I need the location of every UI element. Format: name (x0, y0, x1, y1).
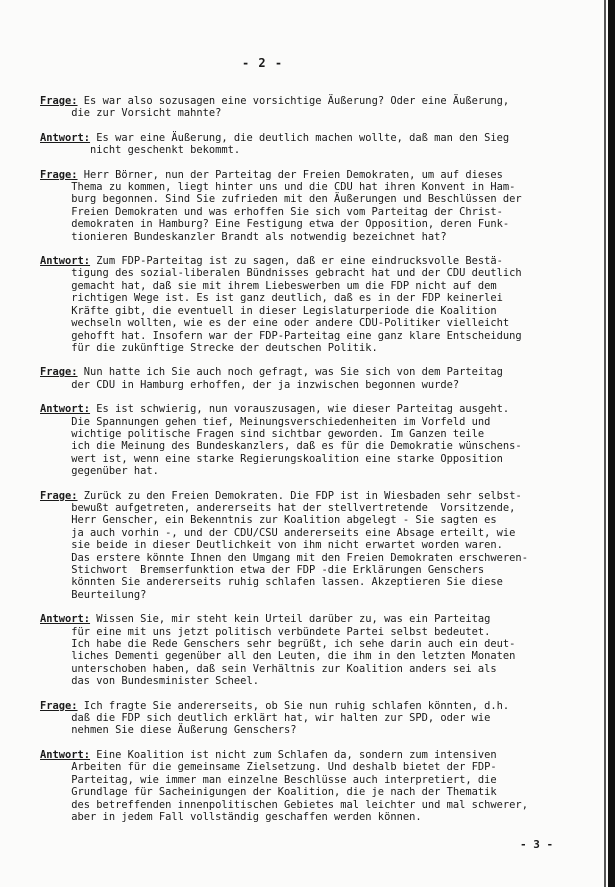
text-line: daß die FDP sich deutlich erklärt hat, wir halten zur SPD, oder wie (40, 712, 491, 725)
text-line: könnten Sie andererseits ruhig schlafen lassen. Akzeptieren Sie diese (40, 576, 503, 589)
text-line: gehofft hat. Insofern war der FDP-Parteitag eine ganz klare Entscheidung (40, 329, 522, 342)
text-line: ja auch vorhin -, und der CDU/CSU andererseits eine Absage erteilt, wie (40, 526, 516, 539)
text-line: gegenüber hat. (40, 465, 159, 478)
text-line: wichtige politische Fragen sind sichtbar geworden. Im Ganzen teile (40, 427, 485, 440)
text-line: Zum FDP-Parteitag ist zu sagen, daß er eine eindrucksvolle Bestä- (90, 255, 503, 268)
text-line: Arbeiten für die gemeinsame Zielsetzung. Und deshalb bietet der FDP- (40, 761, 497, 774)
text-line: Ich fragte Sie andererseits, ob Sie nun ruhig schlafen könnten, d.h. (77, 699, 510, 712)
text-line: Zurück zu den Freien Demokraten. Die FDP ist in Wiesbaden sehr selbst- (77, 489, 522, 502)
speaker-label: Frage: (40, 168, 78, 181)
speaker-label: Antwort: (40, 748, 91, 761)
text-line: aber in jedem Fall vollständig geschaffen werden können. (40, 810, 422, 823)
question-block (40, 95, 588, 120)
text-line: Beurteilung? (40, 588, 147, 601)
question-block (40, 700, 588, 737)
speaker-label: Frage: (40, 366, 78, 379)
interview-transcript (40, 95, 588, 835)
text-line: für die zukünftige Strecke der deutschen Politik. (40, 341, 378, 354)
speaker-label: Antwort: (40, 613, 91, 626)
text-line: unterschoben haben, daß sein Verhältnis zur Koalition anders sei als (40, 662, 497, 675)
text-line: sie beide in dieser Deutlichkeit von ihm nicht erwartet worden waren. (40, 539, 503, 552)
text-line: für eine mit uns jetzt politisch verbündete Partei selbst bedeutet. (40, 625, 491, 638)
next-page-number: - 3 - (520, 838, 554, 851)
speaker-label: Frage: (40, 699, 78, 712)
text-line: Herr Börner, nun der Parteitag der Freien Demokraten, um auf dieses (77, 168, 503, 181)
text-line: bewußt aufgetreten, andererseits hat der stellvertretende Vorsitzende, (40, 501, 516, 514)
answer-block (40, 132, 588, 157)
text-line: gemacht hat, daß sie mit ihrem Liebeswerben um die FDP nicht auf dem (40, 279, 497, 292)
text-line: liches Dementi gegenüber all den Leuten, die ihm in den letzten Monaten (40, 650, 516, 663)
page-number: - 2 - (241, 56, 284, 70)
text-line: Eine Koalition ist nicht zum Schlafen da, sondern zum intensiven (90, 748, 497, 761)
text-line: wert ist, wenn eine starke Regierungskoalition eine starke Opposition (40, 452, 503, 465)
text-line: Das erstere könnte Ihnen den Umgang mit den Freien Demokraten erschweren- (40, 551, 528, 564)
text-line: Herr Genscher, ein Bekenntnis zur Koalition abgelegt - Sie sagten es (40, 514, 497, 527)
scan-edge-line (604, 0, 606, 887)
text-line: Es ist schwierig, nun vorauszusagen, wie dieser Parteitag ausgeht. (90, 403, 510, 416)
text-line: Thema zu kommen, liegt hinter uns und die CDU hat ihren Konvent in Ham- (40, 181, 516, 194)
answer-block (40, 403, 588, 477)
text-line: Freien Demokraten und was erhoffen Sie sich vom Parteitag der Christ- (40, 205, 503, 218)
speaker-label: Antwort: (40, 131, 91, 144)
text-line: Stichwort Bremserfunktion etwa der FDP -die Erklärungen Genschers (40, 564, 485, 576)
text-line: Parteitag, wie immer man einzelne Beschlüsse auch interpretiert, die (40, 773, 497, 786)
speaker-label: Antwort: (40, 255, 91, 268)
text-line: demokraten in Hamburg? Eine Festigung etwa der Opposition, deren Funk- (40, 218, 510, 231)
text-line: das von Bundesminister Scheel. (40, 675, 259, 688)
speaker-label: Antwort: (40, 403, 91, 416)
answer-block (40, 749, 588, 823)
speaker-label: Frage: (40, 95, 78, 107)
text-line: ich die Meinung des Bundeskanzlers, daß es für die Demokratie wünschens- (40, 440, 522, 453)
text-line: des betreffenden innenpolitischen Gebietes mal leichter und mal schwerer, (40, 798, 528, 811)
text-line: Es war eine Äußerung, die deutlich machen wollte, daß man den Sieg (90, 131, 510, 144)
text-line: burg begonnen. Sind Sie zufrieden mit den Äußerungen und Beschlüssen der (40, 193, 522, 206)
answer-block (40, 255, 588, 354)
text-line: richtigen Wege ist. Es ist ganz deutlich, daß es in der FDP keinerlei (40, 292, 503, 305)
question-block (40, 169, 588, 243)
text-line: Die Spannungen gehen tief, Meinungsverschiedenheiten im Vorfeld und (40, 415, 491, 428)
question-block (40, 366, 588, 391)
text-line: tigung des sozial-liberalen Bündnisses gebracht hat und der CDU deutlich (40, 267, 522, 280)
speaker-label: Frage: (40, 489, 78, 502)
text-line: wechseln wollten, wie es der eine oder andere CDU-Politiker vielleicht (40, 317, 510, 330)
text-line: Nun hatte ich Sie auch noch gefragt, was Sie sich von dem Parteitag (77, 366, 503, 379)
text-line: die zur Vorsicht mahnte? (40, 107, 222, 120)
text-line: tionieren Bundeskanzler Brandt als notwendig bezeichnet hat? (40, 230, 447, 243)
text-line: Kräfte gibt, die eventuell in dieser Legislaturperiode die Koalition (40, 304, 497, 317)
text-line: Grundlage für Sacheinigungen der Koalition, die je nach der Thematik (40, 786, 497, 799)
answer-block (40, 613, 588, 687)
text-line: Ich habe die Rede Genschers sehr begrüßt, ich sehe darin auch ein deut- (40, 638, 516, 651)
text-line: Es war also sozusagen eine vorsichtige Äußerung? Oder eine Äußerung, (77, 95, 510, 107)
question-block (40, 490, 588, 602)
text-line: nicht geschenkt bekommt. (40, 144, 241, 157)
text-line: nehmen Sie diese Äußerung Genschers? (40, 724, 297, 737)
text-line: Wissen Sie, mir steht kein Urteil darüber zu, was ein Parteitag (90, 613, 491, 626)
scan-edge (608, 0, 615, 887)
text-line: der CDU in Hamburg erhoffen, der ja inzwischen begonnen wurde? (40, 378, 460, 391)
